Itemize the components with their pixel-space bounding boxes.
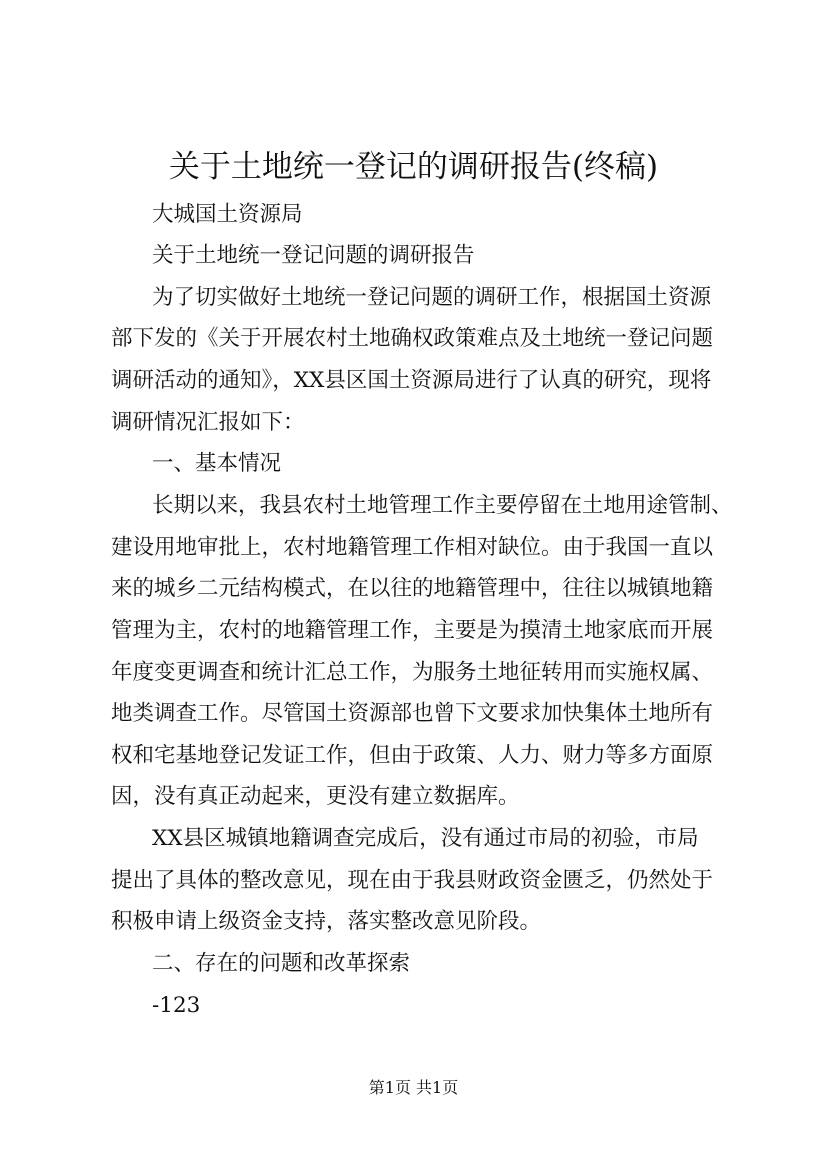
- paragraph-line: XX县区城镇地籍调查完成后，没有通过市局的初验，市局: [152, 826, 699, 851]
- paragraph-line: 调研活动的通知》，XX县区国土资源局进行了认真的研究，现将: [111, 368, 712, 393]
- page-code-line: -123: [152, 993, 201, 1018]
- paragraph-line: 权和宅基地登记发证工作，但由于政策、人力、财力等多方面原: [111, 743, 714, 768]
- paragraph-line: 地类调查工作。尽管国土资源部也曾下文要求加快集体土地所有: [111, 701, 714, 726]
- paragraph-line: 调研情况汇报如下：: [111, 410, 305, 435]
- paragraph-line: 来的城乡二元结构模式，在以往的地籍管理中，往往以城镇地籍: [111, 576, 714, 601]
- page-footer: 第1页 共1页: [368, 1078, 459, 1097]
- document-title: 关于土地统一登记的调研报告(终稿): [168, 149, 659, 185]
- paragraph-line: 因，没有真正动起来，更没有建立数据库。: [111, 784, 520, 809]
- paragraph-line: 提出了具体的整改意见，现在由于我县财政资金匮乏，仍然处于: [111, 868, 714, 893]
- paragraph-line: 年度变更调查和统计汇总工作，为服务土地征转用而实施权属、: [111, 660, 714, 685]
- org-name-line: 大城国土资源局: [152, 202, 303, 227]
- section-heading: 一、基本情况: [152, 451, 282, 476]
- paragraph-line: 积极申请上级资金支持，落实整改意见阶段。: [111, 909, 542, 934]
- report-subtitle-line: 关于土地统一登记问题的调研报告: [152, 243, 475, 268]
- paragraph-line: 为了切实做好土地统一登记问题的调研工作，根据国土资源: [152, 285, 712, 310]
- paragraph-line: 长期以来，我县农村土地管理工作主要停留在土地用途管制、: [152, 493, 733, 518]
- section-heading: 二、存在的问题和改革探索: [152, 951, 411, 976]
- paragraph-line: 部下发的《关于开展农村土地确权政策难点及土地统一登记问题: [111, 326, 714, 351]
- paragraph-line: 管理为主，农村的地籍管理工作，主要是为摸清土地家底而开展: [111, 618, 714, 643]
- paragraph-line: 建设用地审批上，农村地籍管理工作相对缺位。由于我国一直以: [111, 535, 714, 560]
